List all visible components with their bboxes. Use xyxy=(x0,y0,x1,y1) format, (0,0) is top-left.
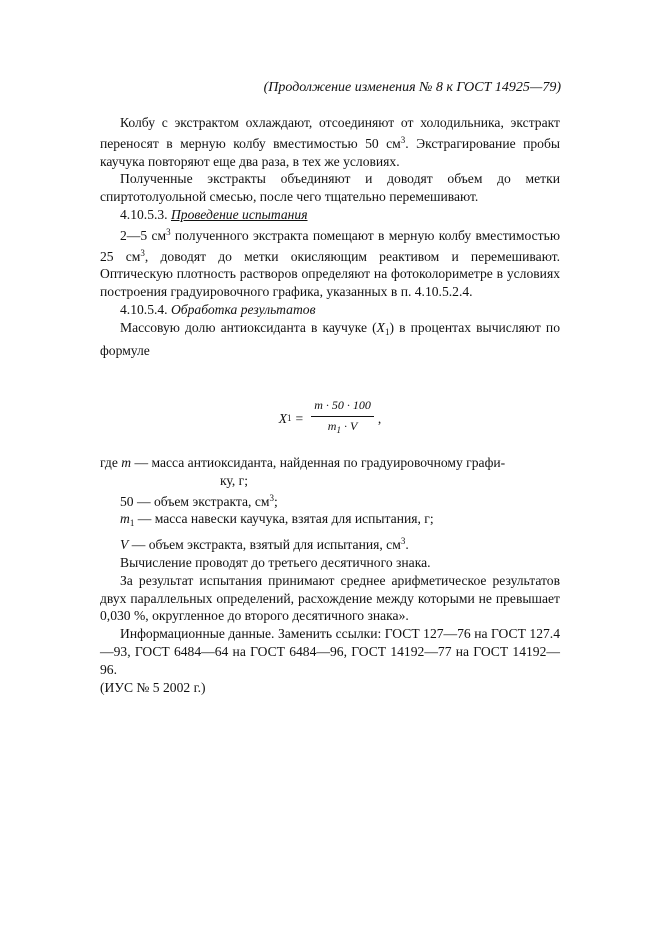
section-number: 4.10.5.4. xyxy=(120,301,168,317)
formula-equals: = xyxy=(295,410,304,426)
section-number: 4.10.5.3. xyxy=(120,206,168,222)
paragraph-testing xyxy=(100,224,560,301)
superscript: 3 xyxy=(400,134,406,145)
superscript: 3 xyxy=(166,226,171,237)
den-volume: · V xyxy=(340,419,358,434)
text: — масса навески каучука, взятая для испытания, г; xyxy=(134,511,434,527)
paragraph-formula-intro xyxy=(100,319,560,360)
section-heading-results xyxy=(100,301,560,319)
formula-numerator: m · 50 · 100 xyxy=(311,397,374,417)
text: Колбу с экстрактом охлаждают, отсоединяют от холодильника, экстракт переносят в мерную колбу вместимостью 50 см xyxy=(100,115,560,151)
footer-reference: (ИУС № 5 2002 г.) xyxy=(100,679,206,695)
text: 2—5 см xyxy=(120,227,167,243)
superscript: 3 xyxy=(140,247,145,258)
text: где xyxy=(100,454,122,470)
definition-v xyxy=(100,533,560,554)
page-header: (Продолжение изменения № 8 к ГОСТ 14925—79) xyxy=(263,80,561,95)
section-heading-testing xyxy=(100,206,560,224)
formula-fraction xyxy=(311,397,374,440)
symbol: X xyxy=(376,319,385,335)
text: ) в процентах вычисляют по формуле xyxy=(100,319,560,358)
formula-lhs-subscript: 1 xyxy=(287,412,292,423)
superscript: 3 xyxy=(400,536,406,547)
formula xyxy=(100,397,560,440)
formula-comma: , xyxy=(377,410,382,426)
superscript: 3 xyxy=(269,492,274,503)
den-subscript: 1 xyxy=(336,425,341,436)
text: — масса антиоксиданта, найденная по градуировочному графи- xyxy=(131,454,506,470)
symbol: V xyxy=(120,537,129,553)
paragraph-extract-cooling xyxy=(100,114,560,170)
formula-denominator xyxy=(328,417,358,440)
symbol: m xyxy=(120,511,130,527)
section-title: Обработка результатов xyxy=(170,301,316,317)
subscript: 1 xyxy=(384,326,390,337)
paragraph-result: За результат испытания принимают среднее арифметическое результатов двух параллельных определений, расхождение между которыми не превышает 0,030 %, округленное до второго десятичного знака». xyxy=(100,572,560,624)
section-title: Проведение испытания xyxy=(170,206,308,222)
den-symbol: m xyxy=(327,419,337,434)
formula-lhs: X xyxy=(278,410,288,426)
definition-50: 50 — объем экстракта, $см^3$; xyxy=(120,492,278,509)
definition-m-continued: ку, г; xyxy=(220,472,248,488)
text: , доводят до метки окисляющим реактивом и перемешивают. Оптическую плотность растворов определяют на фотоколориметре в условиях построения градуировочного графика, указанных в п. 4.10.5.2.4. xyxy=(100,248,560,300)
text: полученного экстракта помещают в мерную колбу вместимостью 25 см xyxy=(100,227,560,264)
paragraph-combined-extracts: Полученные экстракты объединяют и доводят объем до метки спиртотолуольной смесью, после чего тщательно перемешивают. xyxy=(100,171,560,205)
paragraph-info-data: Информационные данные. Заменить ссылки: ГОСТ 127—76 на ГОСТ 127.4—93, ГОСТ 6484—64 на ГОСТ 6484—96, ГОСТ 14192—77 на ГОСТ 14192—96. xyxy=(100,626,560,677)
definition-m1 xyxy=(100,510,560,533)
text: 50 — объем экстракта, см xyxy=(120,493,270,509)
text: Массовую долю антиоксиданта в каучуке ( xyxy=(120,319,377,335)
paragraph-calculation: Вычисление проводят до третьего десятичного знака. xyxy=(120,554,431,570)
subscript: 1 xyxy=(129,518,135,529)
text: . Экстрагирование пробы каучука повторяют еще два раза, в тех же условиях. xyxy=(100,135,561,169)
definition-m xyxy=(100,454,560,472)
text: — объем экстракта, взятый для испытания, см xyxy=(128,537,401,553)
symbol: m xyxy=(121,454,132,470)
text: . xyxy=(405,537,409,553)
document-body xyxy=(100,114,560,696)
